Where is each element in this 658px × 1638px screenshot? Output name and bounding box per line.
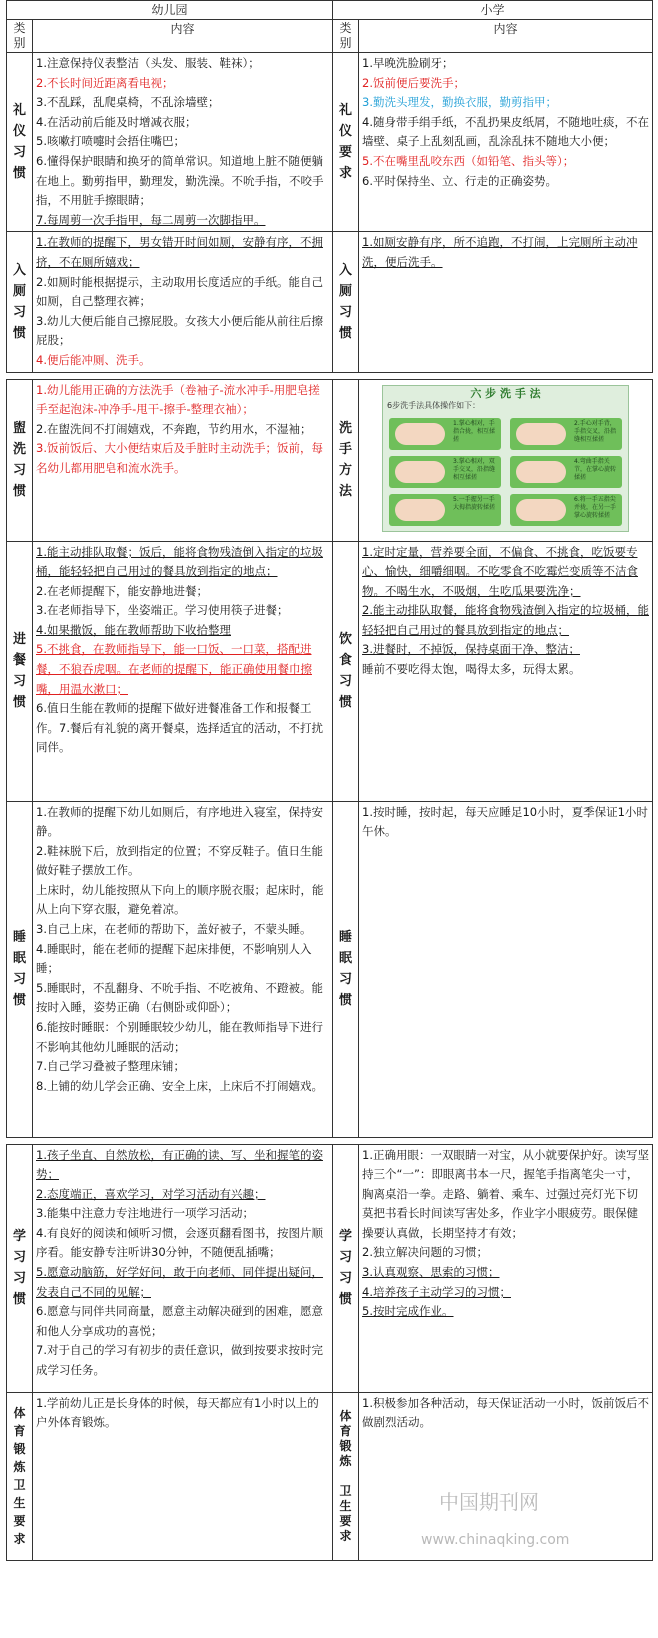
list-item: 1.孩子坐直、自然放松，有正确的读、写、坐和握笔的姿势；: [36, 1147, 323, 1182]
p-content-header: 内容: [359, 20, 653, 53]
k-category: 体 育 锻 炼 卫 生 要 求: [7, 1392, 33, 1560]
list-item: 5.愿意动脑筋，好学好问，敢于向老师、同伴提出疑问，发表自己不同的见解；: [36, 1265, 323, 1299]
hand-icon: [516, 499, 566, 521]
list-item: 3.在老师指导下，坐姿端正。学习使用筷子进餐；: [36, 603, 289, 618]
list-item: 1.学前幼儿正是长身体的时候，每天都应有1小时以上的户外体育锻炼。: [36, 1395, 319, 1430]
section-gap: [7, 1137, 653, 1144]
header-row-sub: [7, 20, 653, 53]
list-item: 1.积极参加各种活动，每天保证活动一小时，饭前饭后不做剧烈活动。: [362, 1395, 649, 1430]
handwash-step: 6.将一手五指尖并拢，在另一手掌心旋转揉搓: [510, 494, 622, 526]
k-content: [33, 801, 333, 1137]
list-item: 6.平时保持坐、立、行走的正确姿势。: [362, 173, 557, 188]
section-row: [7, 801, 653, 1137]
k-category: 学 习 习 惯: [7, 1144, 33, 1392]
p-content: [359, 1392, 653, 1560]
list-item: 5.按时完成作业。: [362, 1304, 454, 1319]
k-content: [33, 1392, 333, 1560]
k-content: [33, 53, 333, 232]
handwash-image: [382, 385, 629, 532]
k-category-header: 类 别: [7, 20, 33, 53]
k-content: [33, 1144, 333, 1392]
list-item: 6.值日生能在教师的提醒下做好进餐准备工作和报餐工作。7.餐后有礼貌的离开餐桌，选择适宜的活动，不打扰同伴。: [36, 701, 323, 755]
hand-icon: [395, 461, 445, 483]
primary-header: 小学: [333, 1, 653, 20]
list-item: 1.在教师的提醒下，男女错开时间如厕，安静有序，不拥挤，不在厕所嬉戏；: [36, 235, 323, 269]
p-category: 饮 食 习 惯: [333, 541, 359, 801]
k-category: 进 餐 习 惯: [7, 541, 33, 801]
watermark-url: www.chinaqking.com: [421, 1531, 570, 1548]
list-item: 3.饭前饭后、大小便结束后及手脏时主动洗手；饭前，每名幼儿都用肥皂和流水洗手。: [36, 441, 323, 475]
handwash-step: 3.掌心相对，双手交叉，沿指缝相互揉搓: [389, 456, 501, 488]
p-category: 体 育 锻 炼 卫 生 要 求: [333, 1392, 359, 1560]
p-category-header: 类 别: [333, 20, 359, 53]
list-item: 1.如厕安静有序，所不追跑，不打闹，上完厕所主动冲洗，便后洗手。: [362, 235, 638, 269]
list-item: 3.自己上床，在老师的帮助下，盖好被子，不蒙头睡。: [36, 922, 312, 937]
list-item: 睡前不要吃得太饱，喝得太多，玩得太累。: [362, 662, 581, 677]
p-content: [359, 541, 653, 801]
list-item: 1.按时睡，按时起，每天应睡足10小时，夏季保证1小时午休。: [362, 804, 648, 839]
handwash-step: 2.手心对手背，手指交叉，沿指缝相互揉搓: [510, 418, 622, 450]
list-item: 8.上铺的幼儿学会正确、安全上床，上床后不打闹嬉戏。: [36, 1078, 323, 1093]
list-item: 2.能主动排队取餐，能将食物残渣倒入指定的垃圾桶，能轻轻把自己用过的餐具放到指定的地点；: [362, 603, 649, 637]
p-category: 礼 仪 要 求: [333, 53, 359, 232]
k-content: [33, 379, 333, 541]
list-item: 2.如厕时能根据提示，主动取用长度适应的手纸。能自己如厕，自己整理衣裤；: [36, 274, 323, 309]
section-row: [7, 1144, 653, 1392]
list-item: 3.认真观察、思索的习惯；: [362, 1265, 500, 1280]
list-item: 1.幼儿能用正确的方法洗手（卷袖子-流水冲手-用肥皂搓手至起泡沫-冲净手-甩干-擦手-整理衣袖）；: [36, 382, 320, 417]
list-item: 1.定时定量，营养要全面，不偏食、不挑食，吃饭要专心、愉快，细嚼细咽。不吃零食不吃霉烂变质等不洁食物。不喝生水，不吸烟，生吃瓜果要洗净；: [362, 544, 639, 598]
list-item: 4.有良好的阅读和倾听习惯，会逐页翻看图书，按图片顺序看。能安静专注听讲30分钟，不随便乱插嘴；: [36, 1225, 323, 1260]
list-item: 7.每周剪一次手指甲，每二周剪一次脚指甲。: [36, 212, 266, 227]
list-item: 2.饭前便后要洗手；: [362, 75, 465, 90]
p-content: [359, 379, 653, 541]
section-gap: [7, 372, 653, 379]
hand-icon: [516, 423, 566, 445]
document: [6, 0, 652, 1561]
list-item: 5.睡眠时，不乱翻身、不吮手指、不吃被角、不蹬被。能按时入睡，姿势正确（右侧卧或仰卧）；: [36, 980, 323, 1015]
list-item: 2.不长时间近距离看电视；: [36, 75, 174, 90]
list-item: 1.注意保持仪表整洁（头发、服装、鞋袜）；: [36, 56, 260, 70]
list-item: 3.不乱踩，乱爬桌椅，不乱涂墙壁；: [36, 95, 220, 110]
kindergarten-header: 幼儿园: [7, 1, 333, 20]
watermark-text: 中国期刊网: [439, 1489, 540, 1514]
section-row: [7, 232, 653, 372]
list-item: 1.正确用眼：一双眼睛一对宝，从小就要保护好。读写坚持三个“一”：即眼离书本一尺，握笔手指离笔尖一寸，胸离桌沿一拳。走路、躺着、乘车、过强过亮灯光下切莫把书看长时间读写害处多，作业字小眼疲劳。眼保健操要认真做，长期坚持才有效；: [362, 1147, 649, 1240]
list-item: 3.幼儿大便后能自己擦屁股。女孩大小便后能从前往后擦屁股；: [36, 313, 323, 348]
list-item: 4.便后能冲厕、洗手。: [36, 352, 151, 367]
habits-table: [6, 0, 653, 1561]
header-row-top: [7, 1, 653, 20]
hand-icon: [395, 499, 445, 521]
list-item: 6.愿意与同伴共同商量，愿意主动解决碰到的困难，愿意和他人分享成功的喜悦；: [36, 1304, 323, 1338]
hand-icon: [395, 423, 445, 445]
list-item: 5.咳嗽打喷嚏时会捂住嘴巴；: [36, 134, 185, 149]
p-category: 洗 手 方 法: [333, 379, 359, 541]
hand-icon: [516, 461, 566, 483]
k-category: 礼 仪 习 惯: [7, 53, 33, 232]
handwash-step: 1.掌心相对，手指合拢，相互揉搓: [389, 418, 501, 450]
list-item: 7.自己学习叠被子整理床铺；: [36, 1059, 185, 1074]
section-row: [7, 541, 653, 801]
list-item: 4.如果撒饭，能在教师帮助下收拾整理: [36, 622, 231, 637]
list-item: 2.在老师提醒下，能安静地进餐；: [36, 583, 208, 598]
handwash-step: 4.弯曲手指关节，在掌心旋转揉搓: [510, 456, 622, 488]
handwash-step: 5.一手握另一手大拇指旋转揉搓: [389, 494, 501, 526]
p-category: 入 厕 习 惯: [333, 232, 359, 372]
section-row: [7, 53, 653, 232]
list-item: 1.能主动排队取餐；饭后，能将食物残渣倒入指定的垃圾桶，能轻轻把自己用过的餐具放到指定的地点；: [36, 544, 323, 579]
list-item: 2.态度端正，喜欢学习，对学习活动有兴趣；: [36, 1186, 266, 1201]
k-category: 入 厕 习 惯: [7, 232, 33, 372]
list-item: 2.在盥洗间不打闹嬉戏，不奔跑，节约用水，不湿袖；: [36, 421, 312, 436]
list-item: 6.能按时睡眠：个别睡眠较少幼儿，能在教师指导下进行不影响其他幼儿睡眠的活动；: [36, 1020, 323, 1054]
k-category: 睡 眠 习 惯: [7, 801, 33, 1137]
section-row: [7, 379, 653, 541]
p-content: [359, 801, 653, 1137]
k-content-header: 内容: [33, 20, 333, 53]
list-item: 4.随身带手绢手纸，不乱扔果皮纸屑，不随地吐痰，不在墙壁、桌子上乱刻乱画，乱涂乱抹不随地大小便；: [362, 114, 649, 149]
list-item: 1.早晚洗脸刷牙；: [362, 56, 454, 70]
k-content: [33, 541, 333, 801]
p-content: [359, 1144, 653, 1392]
list-item: 4.在活动前后能及时增减衣服；: [36, 114, 197, 129]
handwash-subtitle: 6步洗手法具体操作如下：: [387, 400, 481, 410]
p-category: 学 习 习 惯: [333, 1144, 359, 1392]
list-item: 7.对于自己的学习有初步的责任意识，做到按要求按时完成学习任务。: [36, 1343, 323, 1378]
handwash-title: 六 步 洗 手 法: [470, 386, 541, 400]
list-item: 4.培养孩子主动学习的习惯；: [362, 1284, 511, 1299]
list-item: 5.不在嘴里乱咬东西（如铅笔、指头等）；: [362, 153, 575, 168]
list-item: 2.独立解决问题的习惯；: [362, 1245, 488, 1260]
list-item: 6.懂得保护眼睛和换牙的简单常识。知道地上脏不随便躺在地上。勤剪指甲，勤理发，勤洗澡。不吮手指，不咬手指，不用脏手擦眼睛；: [36, 153, 324, 208]
p-content: [359, 53, 653, 232]
list-item: 4.睡眠时，能在老师的提醒下起床排便，不影响别人入睡；: [36, 941, 312, 976]
list-item: 3.能集中注意力专注地进行一项学习活动；: [36, 1206, 254, 1221]
list-item: 2.鞋袜脱下后，放到指定的位置；不穿反鞋子。值日生能做好鞋子摆放工作。: [36, 843, 323, 878]
p-content: [359, 232, 653, 372]
list-item: 3.勤洗头理发，勤换衣服，勤剪指甲；: [362, 95, 557, 110]
list-item: 3.进餐时，不掉饭，保持桌面干净、整洁；: [362, 642, 580, 657]
section-row: [7, 1392, 653, 1560]
k-category: 盥 洗 习 惯: [7, 379, 33, 541]
k-content: [33, 232, 333, 372]
list-item: 1.在教师的提醒下幼儿如厕后，有序地进入寝室，保持安静。: [36, 804, 323, 839]
p-category: 睡 眠 习 惯: [333, 801, 359, 1137]
list-item: 5.不挑食，在教师指导下，能一口饭、一口菜，搭配进餐，不狼吞虎咽。在老师的提醒下，能正确使用餐巾擦嘴，用温水漱口；: [36, 642, 312, 696]
list-item: 上床时，幼儿能按照从下向上的顺序脱衣服；起床时，能从上向下穿衣服，避免着凉。: [36, 882, 324, 917]
